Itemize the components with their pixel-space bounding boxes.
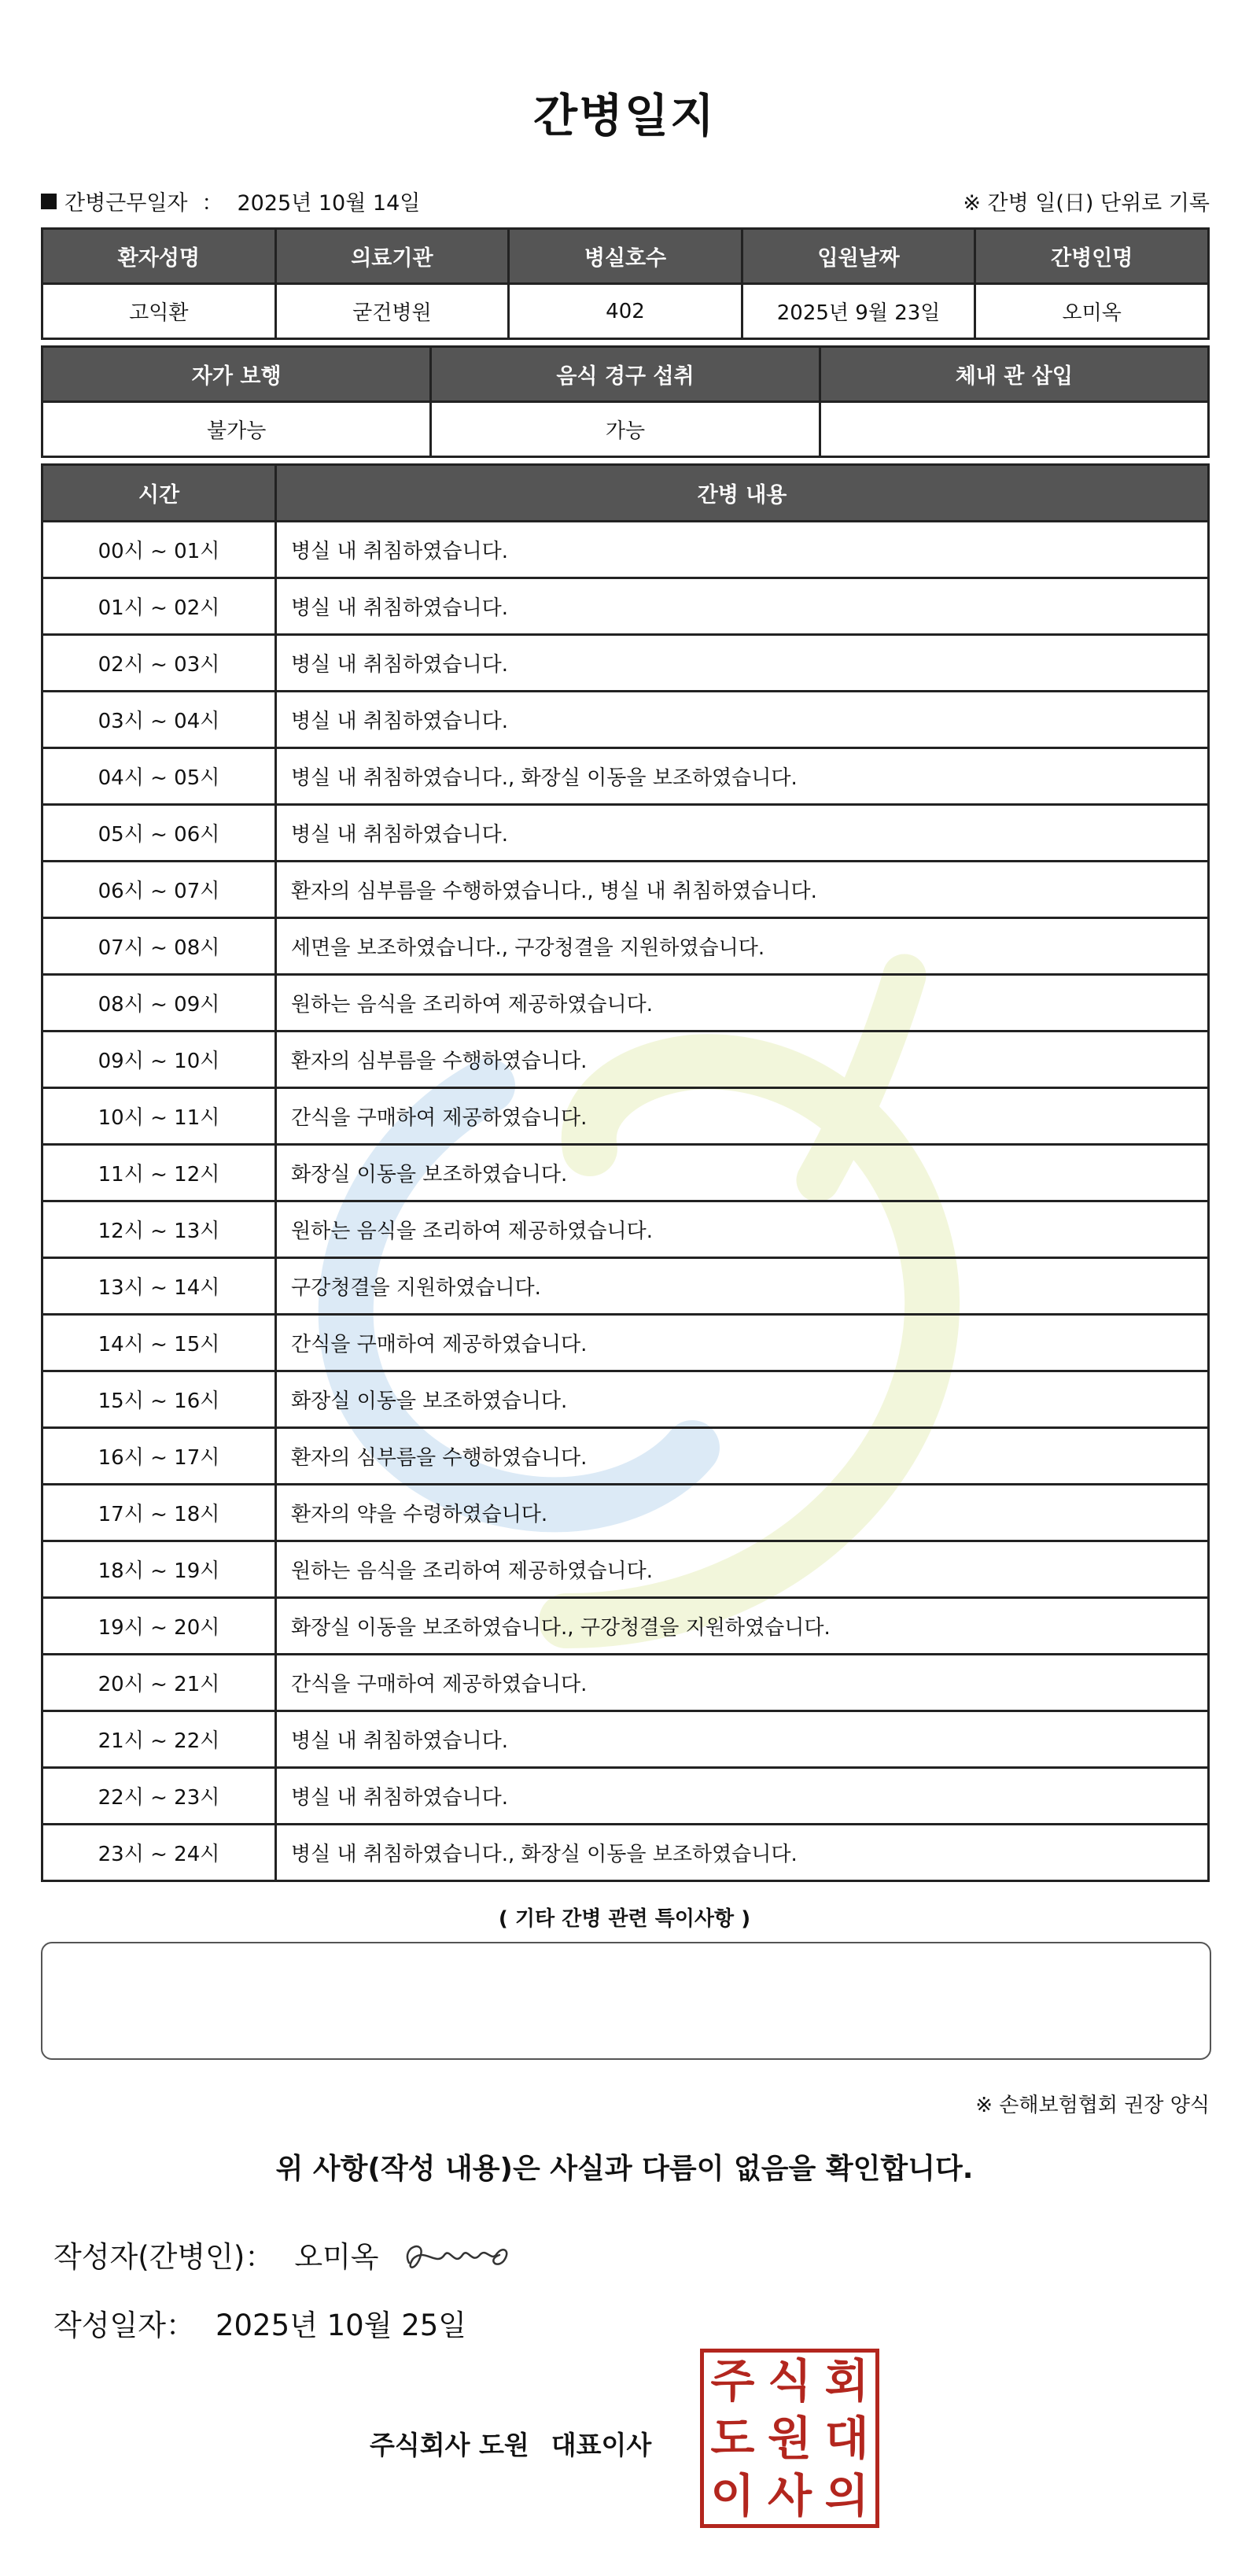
special-notes-label: ( 기타 간병 관련 특이사항 )	[498, 1907, 751, 1931]
log-time: 17시 ~ 18시	[42, 1485, 276, 1541]
log-content: 환자의 심부름을 수행하였습니다.	[276, 1032, 1209, 1088]
seal-char: 의	[824, 2468, 869, 2522]
table-row	[42, 1768, 1209, 1825]
log-header-row	[42, 465, 1209, 522]
caregiver-name: 오미옥	[975, 284, 1209, 339]
log-time: 19시 ~ 20시	[42, 1598, 276, 1655]
table-row	[42, 692, 1209, 748]
square-bullet-icon	[41, 194, 57, 209]
log-content: 병실 내 취침하였습니다.	[276, 1711, 1209, 1768]
special-notes-box	[41, 1942, 1211, 2060]
header-care-content: 간병 내용	[276, 465, 1209, 522]
log-time: 06시 ~ 07시	[42, 862, 276, 918]
log-time: 14시 ~ 15시	[42, 1315, 276, 1371]
header-patient-name: 환자성명	[42, 229, 276, 284]
condition-table	[41, 345, 1210, 458]
table-row	[42, 1032, 1209, 1088]
log-content: 병실 내 취침하였습니다.	[276, 692, 1209, 748]
seal-char: 도	[710, 2411, 755, 2465]
admission-date: 2025년 9월 23일	[742, 284, 975, 339]
record-note: ※ 간병 일(日) 단위로 기록	[963, 191, 1210, 216]
log-time: 12시 ~ 13시	[42, 1201, 276, 1258]
header-hospital: 의료기관	[275, 229, 509, 284]
table-row	[42, 578, 1209, 635]
patient-info-table	[41, 227, 1210, 340]
header-caregiver: 간병인명	[975, 229, 1209, 284]
table-row	[42, 1145, 1209, 1201]
condition-value-row	[42, 402, 1209, 457]
condition-header-row	[42, 347, 1209, 402]
work-date-line	[41, 186, 420, 216]
log-content: 병실 내 취침하였습니다.	[276, 1768, 1209, 1825]
log-content: 병실 내 취침하였습니다., 화장실 이동을 보조하였습니다.	[276, 1825, 1209, 1881]
room-number: 402	[509, 284, 742, 339]
log-time: 04시 ~ 05시	[42, 748, 276, 805]
table-row	[42, 1315, 1209, 1371]
log-content: 병실 내 취침하였습니다.	[276, 578, 1209, 635]
work-date-label: 간병근무일자	[64, 191, 188, 216]
log-time: 18시 ~ 19시	[42, 1541, 276, 1598]
table-row	[42, 1711, 1209, 1768]
tube-value	[820, 402, 1208, 457]
log-time: 23시 ~ 24시	[42, 1825, 276, 1881]
seal-char: 식	[767, 2354, 812, 2408]
header-walking: 자가 보행	[42, 347, 431, 402]
log-content: 원하는 음식을 조리하여 제공하였습니다.	[276, 1201, 1209, 1258]
written-date-value: 2025년 10월 25일	[215, 2308, 467, 2342]
writer-line	[53, 2233, 379, 2275]
log-content: 환자의 약을 수령하였습니다.	[276, 1485, 1209, 1541]
log-content: 화장실 이동을 보조하였습니다.	[276, 1371, 1209, 1428]
log-content: 환자의 심부름을 수행하였습니다., 병실 내 취침하였습니다.	[276, 862, 1209, 918]
table-row	[42, 805, 1209, 862]
written-date-label: 작성일자：	[53, 2308, 195, 2342]
table-row	[42, 862, 1209, 918]
log-content: 병실 내 취침하였습니다.	[276, 522, 1209, 578]
work-date-colon: ：	[201, 191, 223, 216]
log-content: 원하는 음식을 조리하여 제공하였습니다.	[276, 975, 1209, 1032]
log-time: 15시 ~ 16시	[42, 1371, 276, 1428]
log-content: 세면을 보조하였습니다., 구강청결을 지원하였습니다.	[276, 918, 1209, 975]
care-log-table	[41, 463, 1210, 1882]
patient-header-row	[42, 229, 1209, 284]
table-row	[42, 918, 1209, 975]
table-row	[42, 1088, 1209, 1145]
patient-value-row	[42, 284, 1209, 339]
company-line	[370, 2425, 651, 2462]
log-time: 20시 ~ 21시	[42, 1655, 276, 1711]
log-content: 구강청결을 지원하였습니다.	[276, 1258, 1209, 1315]
header-tube: 체내 관 삽입	[820, 347, 1208, 402]
seal-char: 사	[767, 2468, 812, 2522]
log-content: 원하는 음식을 조리하여 제공하였습니다.	[276, 1541, 1209, 1598]
log-time: 22시 ~ 23시	[42, 1768, 276, 1825]
log-time: 11시 ~ 12시	[42, 1145, 276, 1201]
log-time: 00시 ~ 01시	[42, 522, 276, 578]
table-row	[42, 1825, 1209, 1881]
signature-icon	[393, 2231, 519, 2279]
seal-char: 이	[710, 2468, 755, 2522]
log-time: 13시 ~ 14시	[42, 1258, 276, 1315]
log-content: 병실 내 취침하였습니다., 화장실 이동을 보조하였습니다.	[276, 748, 1209, 805]
log-time: 21시 ~ 22시	[42, 1711, 276, 1768]
table-row	[42, 1258, 1209, 1315]
log-time: 01시 ~ 02시	[42, 578, 276, 635]
company-name: 주식회사 도원	[370, 2430, 529, 2460]
log-content: 간식을 구매하여 제공하였습니다.	[276, 1655, 1209, 1711]
work-date-value: 2025년 10월 14일	[237, 191, 421, 216]
seal-char: 원	[767, 2411, 812, 2465]
log-time: 07시 ~ 08시	[42, 918, 276, 975]
log-content: 간식을 구매하여 제공하였습니다.	[276, 1315, 1209, 1371]
writer-name: 오미옥	[294, 2240, 379, 2274]
seal-char: 대	[824, 2411, 869, 2465]
table-row	[42, 1201, 1209, 1258]
log-content: 화장실 이동을 보조하였습니다.	[276, 1145, 1209, 1201]
table-row	[42, 1655, 1209, 1711]
page-title: 간병일지	[532, 89, 717, 142]
log-content: 병실 내 취침하였습니다.	[276, 805, 1209, 862]
table-row	[42, 1371, 1209, 1428]
log-time: 08시 ~ 09시	[42, 975, 276, 1032]
table-row	[42, 1428, 1209, 1485]
log-time: 10시 ~ 11시	[42, 1088, 276, 1145]
table-row	[42, 748, 1209, 805]
header-time: 시간	[42, 465, 276, 522]
log-time: 09시 ~ 10시	[42, 1032, 276, 1088]
writer-label: 작성자(간병인)：	[53, 2240, 274, 2274]
log-content: 환자의 심부름을 수행하였습니다.	[276, 1428, 1209, 1485]
table-row	[42, 975, 1209, 1032]
walking-value: 불가능	[42, 402, 431, 457]
oral-intake-value: 가능	[431, 402, 820, 457]
confirmation-statement: 위 사항(작성 내용)은 사실과 다름이 없음을 확인합니다.	[275, 2153, 974, 2185]
header-room: 병실호수	[509, 229, 742, 284]
table-row	[42, 1485, 1209, 1541]
table-row	[42, 1598, 1209, 1655]
written-date-line	[53, 2301, 466, 2344]
table-row	[42, 522, 1209, 578]
table-row	[42, 635, 1209, 692]
company-role: 대표이사	[551, 2430, 652, 2460]
log-time: 05시 ~ 06시	[42, 805, 276, 862]
seal-char: 회	[824, 2354, 869, 2408]
log-content: 병실 내 취침하였습니다.	[276, 635, 1209, 692]
log-time: 03시 ~ 04시	[42, 692, 276, 748]
company-seal-stamp	[700, 2349, 879, 2528]
log-time: 02시 ~ 03시	[42, 635, 276, 692]
seal-char: 주	[710, 2354, 755, 2408]
log-time: 16시 ~ 17시	[42, 1428, 276, 1485]
recommend-note: ※ 손해보험협회 권장 양식	[975, 2094, 1210, 2117]
log-content: 간식을 구매하여 제공하였습니다.	[276, 1088, 1209, 1145]
header-oral-intake: 음식 경구 섭취	[431, 347, 820, 402]
header-admission-date: 입원날짜	[742, 229, 975, 284]
patient-name: 고익환	[42, 284, 276, 339]
table-row	[42, 1541, 1209, 1598]
log-content: 화장실 이동을 보조하였습니다., 구강청결을 지원하였습니다.	[276, 1598, 1209, 1655]
hospital-name: 굳건병원	[275, 284, 509, 339]
